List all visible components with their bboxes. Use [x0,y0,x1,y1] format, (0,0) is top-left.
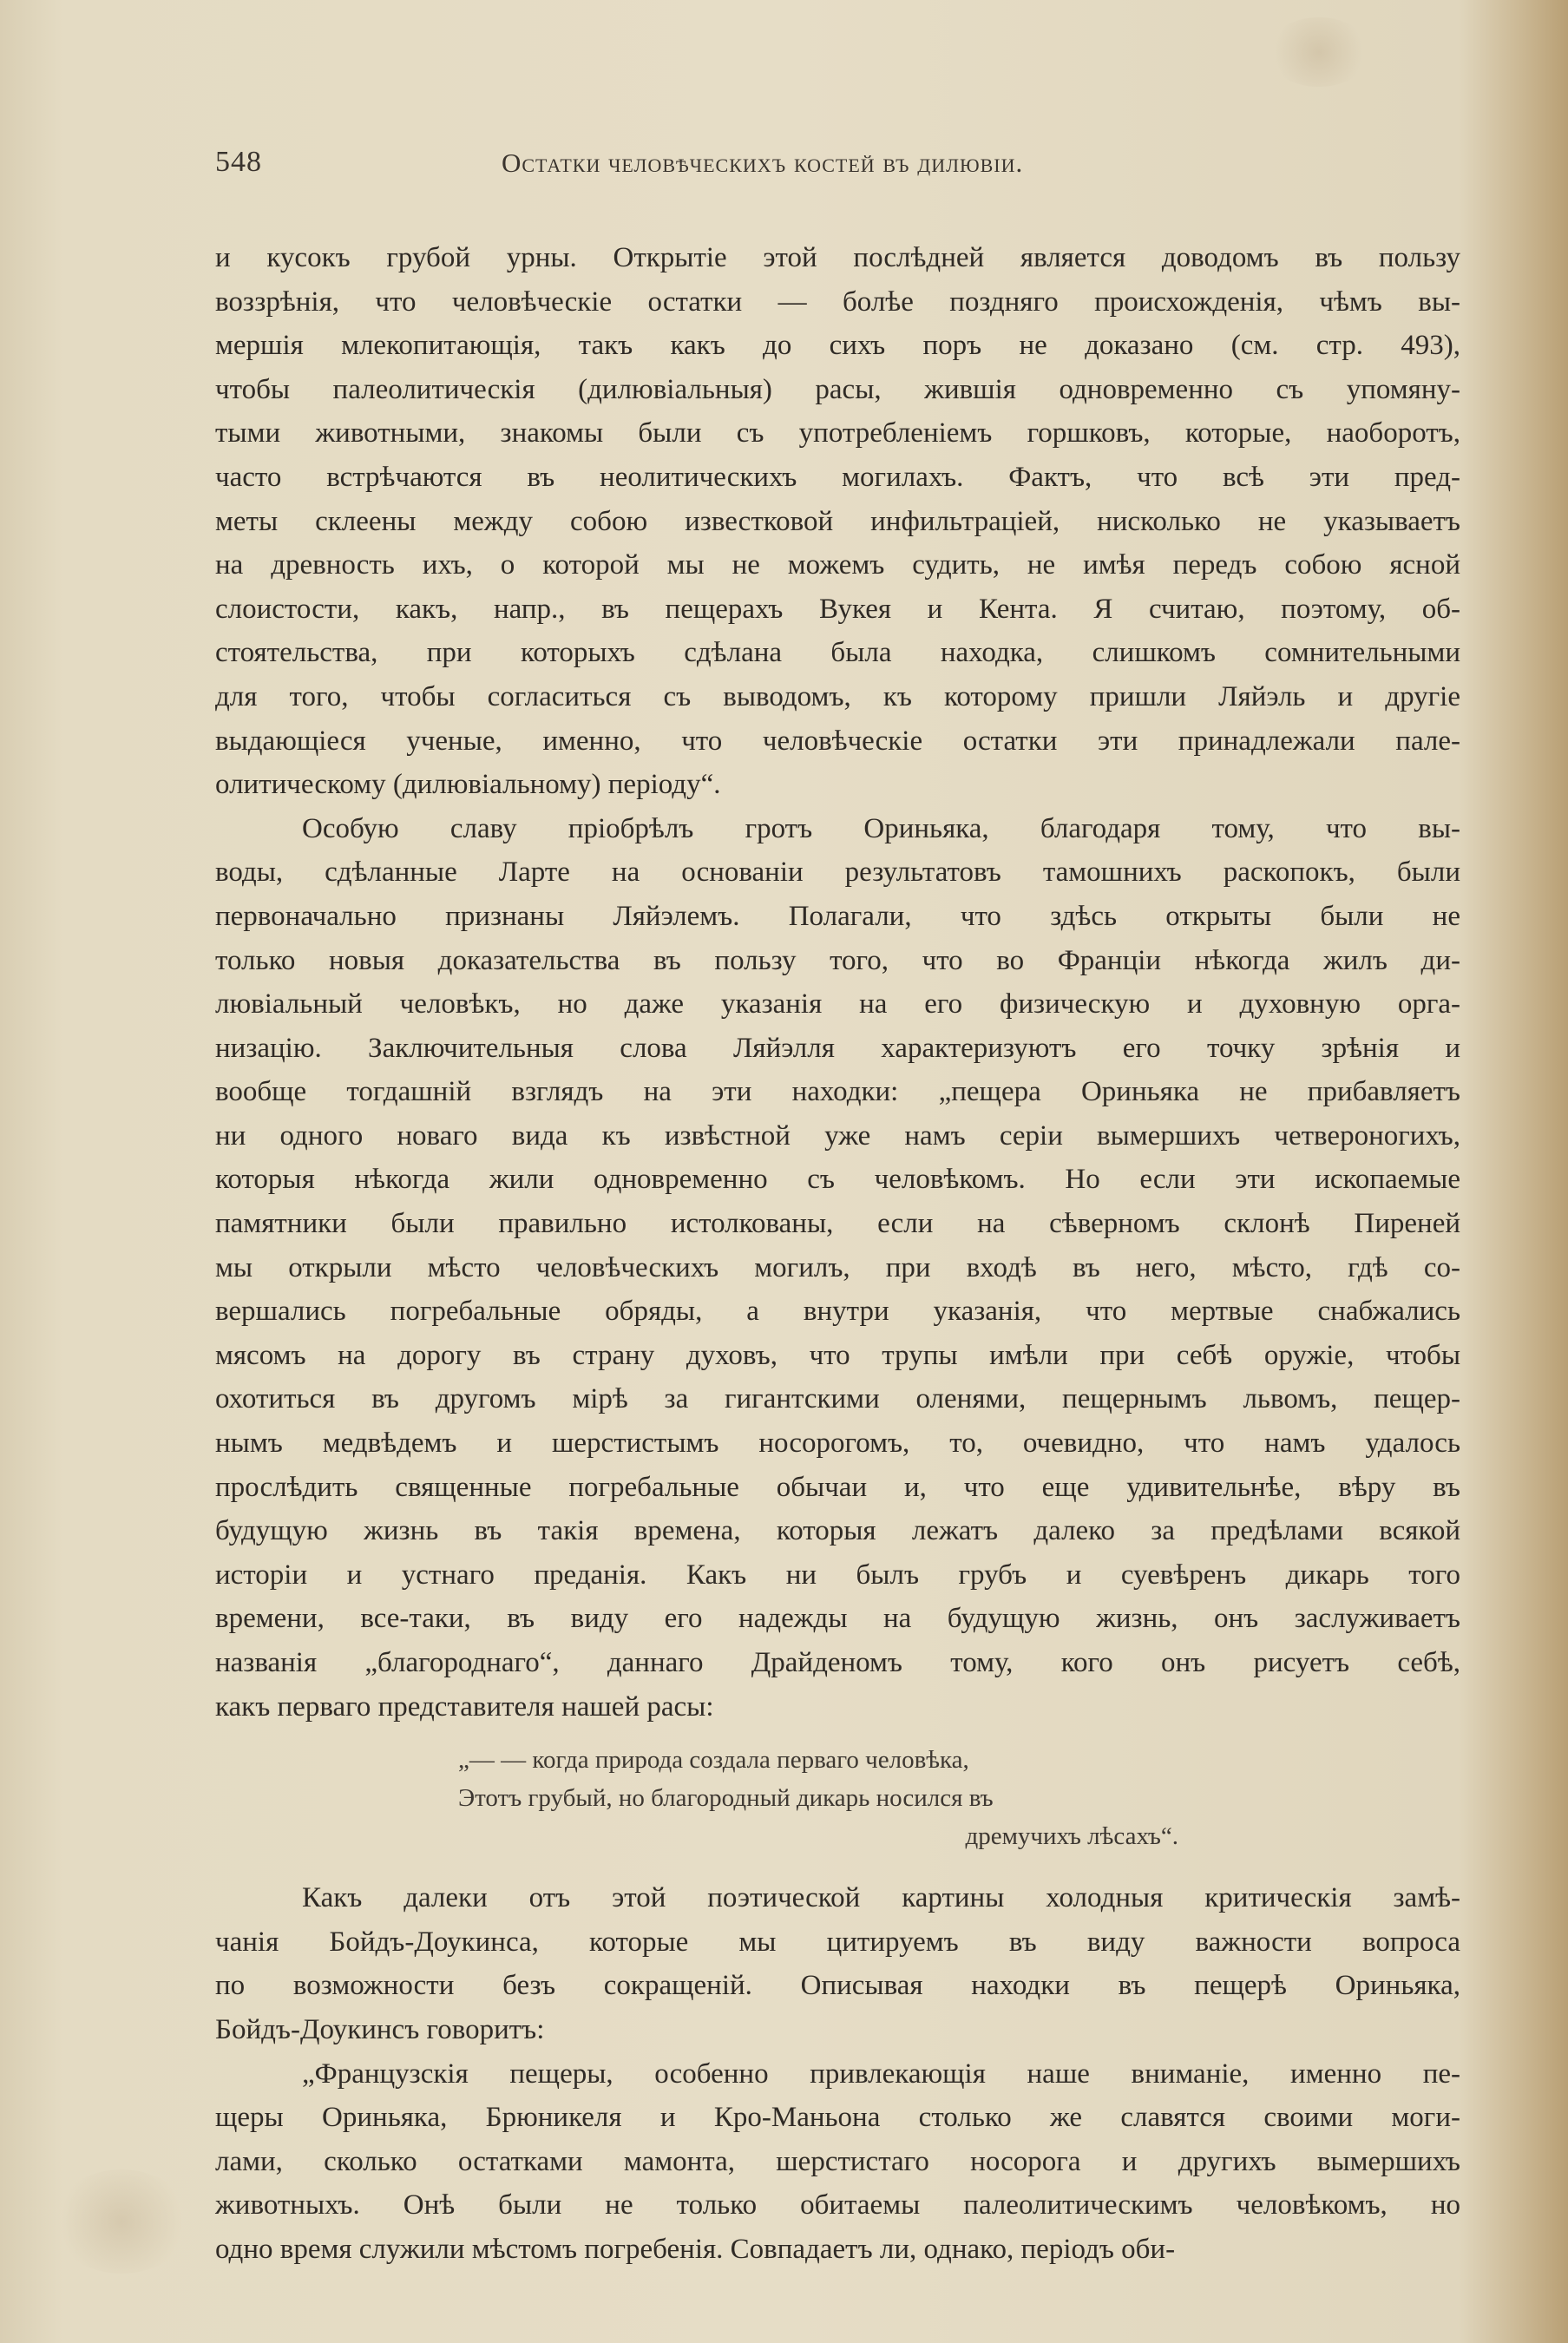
text-line: ни одного новаго вида къ извѣстной уже намъ серіи вымершихъ четвероногихъ, [215,1119,1460,1152]
text-line: мершія млекопитающія, такъ какъ до сихъ поръ не доказано (см. стр. 493), [215,330,1460,362]
paragraph [215,1876,1460,2051]
text-line: нымъ медвѣдемъ и шерстистымъ носорогомъ, то, очевидно, что намъ удалось [215,1427,1460,1460]
text-line: и кусокъ грубой урны. Открытіе этой послѣдней является доводомъ въ пользу [215,242,1460,273]
paragraphs-before-quote [215,236,1460,1729]
text-line: какъ перваго представителя нашей расы: [215,1690,714,1723]
text-line: мясомъ на дорогу въ страну духовъ, что трупы имѣли при себѣ оружіе, чтобы [215,1339,1460,1371]
text-line: лами, сколько остатками мамонта, шерстистаго носорога и другихъ вымершихъ [215,2145,1460,2177]
text-line: слоистости, какъ, напр., въ пещерахъ Вукея и Кента. Я считаю, поэтому, об- [215,593,1460,625]
text-line: щеры Ориньяка, Брюникеля и Кро-Маньона столько же славятся своими моги- [215,2102,1460,2134]
text-line: охотиться въ другомъ мірѣ за гигантскими оленями, пещернымъ львомъ, пещер- [215,1383,1460,1415]
page-number: 548 [215,146,262,178]
paper-stain [1267,17,1371,87]
text-line: будущую жизнь въ такія времена, которыя лежатъ далеко за предѣлами всякой [215,1515,1460,1547]
text-line: названія „благороднаго“, даннаго Драйденомъ тому, кого онъ рисуетъ себѣ, [215,1647,1460,1678]
text-line: на древность ихъ, о которой мы не можемъ судить, не имѣя передъ собою ясной [215,549,1460,581]
text-line: для того, чтобы согласиться съ выводомъ, къ которому пришли Ляйэль и другіе [215,680,1460,712]
text-line: низацію. Заключительныя слова Ляйэлля характеризуютъ его точку зрѣнія и [215,1032,1460,1064]
quote-line: дремучихъ лѣсахъ“. [965,1822,1178,1851]
text-line: вообще тогдашній взглядъ на эти находки: „пещера Ориньяка не прибавляетъ [215,1076,1460,1108]
text-line: олитическому (дилювіальному) періоду“. [215,769,721,801]
text-line: Какъ далеки отъ этой поэтической картины холодныя критическія замѣ- [302,1882,1460,1914]
text-line: по возможности безъ сокращеній. Описывая находки въ пещерѣ Ориньяка, [215,1970,1460,2002]
paper-stain [52,2169,191,2274]
paragraph [215,807,1460,1729]
text-line: Бойдъ-Доукинсъ говоритъ: [215,2013,545,2045]
running-title: Остатки человѣческихъ костей въ дилювіи. [502,148,1024,178]
text-line: памятники были правильно истолкованы, если на сѣверномъ склонѣ Пиреней [215,1208,1460,1240]
text-line: часто встрѣчаются въ неолитическихъ могилахъ. Фактъ, что всѣ эти пред- [215,461,1460,493]
text-line: выдающіеся ученые, именно, что человѣческіе остатки эти принадлежали пале- [215,725,1460,757]
text-line: исторіи и устнаго преданія. Какъ ни былъ грубъ и суевѣренъ дикарь того [215,1559,1460,1591]
paragraphs-after-quote [215,1876,1460,2271]
text-line: воззрѣнія, что человѣческіе остатки — болѣе поздняго происхожденія, чѣмъ вы- [215,285,1460,318]
text-line: времени, все-таки, въ виду его надежды на будущую жизнь, онъ заслуживаетъ [215,1603,1460,1635]
text-line: прослѣдить священные погребальные обычаи и, что еще удивительнѣе, вѣру въ [215,1471,1460,1503]
text-line: лювіальный человѣкъ, но даже указанія на его физическую и духовную орга- [215,988,1460,1021]
page-header [215,146,1465,189]
paragraph [215,2052,1460,2272]
text-line: тыми животными, знакомы были съ употребленіемъ горшковъ, которые, наоборотъ, [215,417,1460,450]
text-line: Особую славу пріобрѣлъ гротъ Ориньяка, благодаря тому, что вы- [302,812,1460,844]
quote-line: „— — когда природа создала перваго человѣка, [458,1746,969,1775]
text-line: „Французскія пещеры, особенно привлекающія наше вниманіе, именно пе- [302,2058,1460,2090]
text-line: которыя нѣкогда жили одновременно съ человѣкомъ. Но если эти ископаемые [215,1164,1460,1196]
text-line: животныхъ. Онѣ были не только обитаемы палеолитическимъ человѣкомъ, но [215,2189,1460,2222]
body-text [215,236,1460,2272]
text-line: стоятельства, при которыхъ сдѣлана была находка, слишкомъ сомнительными [215,637,1460,669]
text-line: чанія Бойдъ-Доукинса, которые мы цитируемъ въ виду важности вопроса [215,1926,1460,1958]
text-line: воды, сдѣланные Ларте на основаніи результатовъ тамошнихъ раскопокъ, были [215,856,1460,889]
text-line: чтобы палеолитическія (дилювіальныя) расы, жившія одновременно съ упомяну- [215,373,1460,405]
poem-quote [458,1741,1196,1855]
text-line: первоначально признаны Ляйэлемъ. Полагали, что здѣсь открыты были не [215,900,1460,932]
text-line: только новыя доказательства въ пользу того, что во Франціи нѣкогда жилъ ди- [215,944,1460,976]
paragraph [215,236,1460,807]
text-line: вершались погребальные обряды, а внутри указанія, что мертвые снабжались [215,1296,1460,1328]
text-line: мы открыли мѣсто человѣческихъ могилъ, при входѣ въ него, мѣсто, гдѣ со- [215,1251,1460,1283]
quote-line: Этотъ грубый, но благородный дикарь носился въ [458,1784,994,1813]
text-line: одно время служили мѣстомъ погребенія. Совпадаетъ ли, однако, періодъ оби- [215,2233,1176,2265]
text-line: меты склеены между собою известковой инфильтраціей, нисколько не указываетъ [215,505,1460,537]
